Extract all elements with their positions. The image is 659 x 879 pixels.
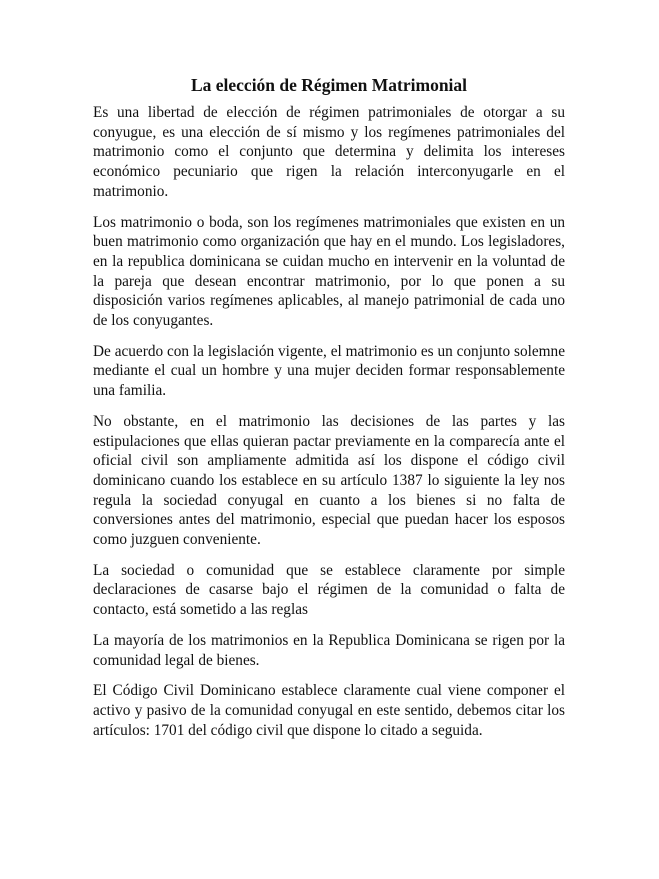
paragraph-2: Los matrimonio o boda, son los regímenes matrimoniales que existen en un buen matrimonio como organización que hay en el mundo. Los legisladores, en la republica dominicana se cuidan mucho en intervenir en la voluntad de la pareja que desean encontrar matrimonio, por lo que ponen a su disposición varios regímenes aplicables, al manejo patrimonial de cada uno de los conyugantes. xyxy=(93,213,565,330)
paragraph-7: El Código Civil Dominicano establece claramente cual viene componer el activo y pasivo de la comunidad conyugal en este sentido, debemos citar los artículos: 1701 del código civil que dispone lo citado a seguida. xyxy=(93,682,565,739)
paragraph-5: La sociedad o comunidad que se establece claramente por simple declaraciones de casarse bajo el régimen de la comunidad o falta de contacto, está sometido a las reglas xyxy=(93,561,565,619)
document-body xyxy=(93,74,565,751)
paragraph-3: De acuerdo con la legislación vigente, el matrimonio es un conjunto solemne mediante el cual un hombre y una mujer deciden formar responsablemente una familia. xyxy=(93,342,565,400)
paragraph-4: No obstante, en el matrimonio las decisiones de las partes y las estipulaciones que ellas quieran pactar previamente en la comparecía ante el oficial civil son ampliamente admitida así los dispone el código civil dominicano cuando los establece en su artículo 1387 lo siguiente la ley nos regula la sociedad conyugal en cuanto a los bienes si no falta de conversiones antes del matrimonio, especial que puedan hacer los esposos como juzguen conveniente. xyxy=(93,412,565,549)
paragraph-6: La mayoría de los matrimonios en la Republica Dominicana se rigen por la comunidad legal de bienes. xyxy=(93,631,565,669)
document-title: La elección de Régimen Matrimonial xyxy=(190,75,468,95)
paragraph-1: Es una libertad de elección de régimen patrimoniales de otorgar a su conyugue, es una elección de sí mismo y los regímenes patrimoniales del matrimonio como el conjunto que determina y delimita los intereses económico pecuniario que rigen la relación interconyugarle en el matrimonio. xyxy=(93,104,565,200)
